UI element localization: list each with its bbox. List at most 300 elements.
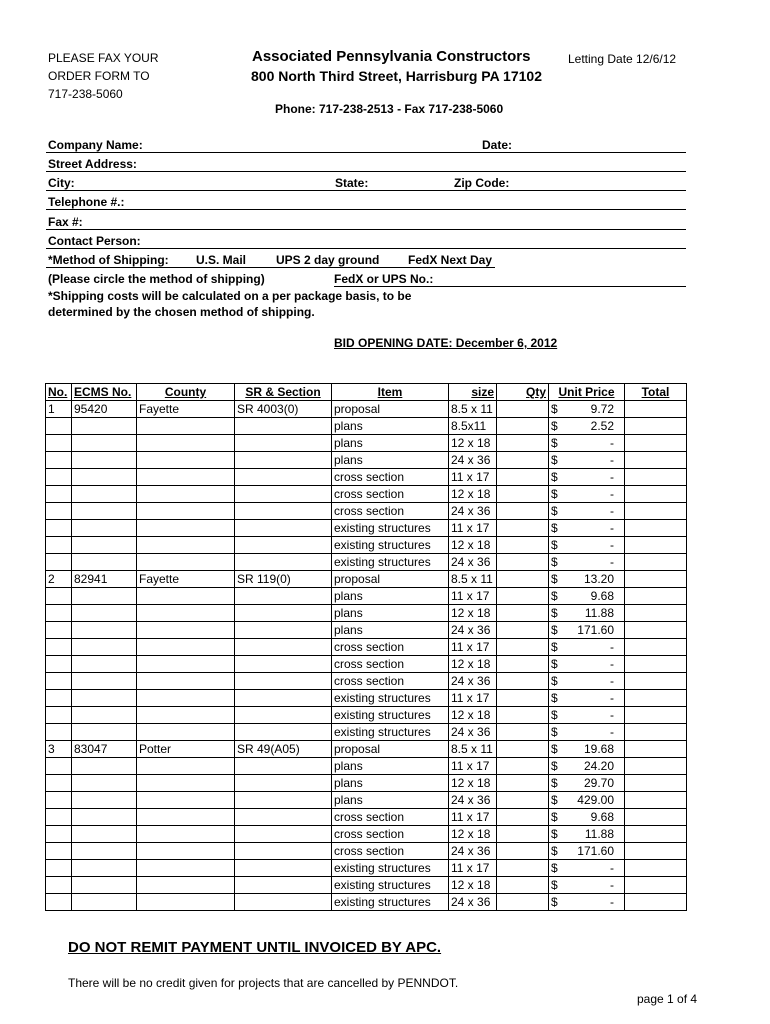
table-row <box>46 724 687 741</box>
cell-total <box>625 401 687 418</box>
unit-price-value: 2.52 <box>590 419 614 433</box>
cell-total <box>625 469 687 486</box>
cell-ecms <box>72 605 137 622</box>
cell-item: existing structures <box>332 894 449 911</box>
unit-price-value: - <box>610 453 614 467</box>
shipping-option-ups[interactable]: UPS 2 day ground <box>276 253 380 267</box>
table-row <box>46 605 687 622</box>
header-size: size <box>449 384 497 401</box>
cell-sr-section <box>235 673 332 690</box>
unit-price-value: - <box>610 436 614 450</box>
cell-unit-price <box>549 724 625 741</box>
shipping-cost-note-2: determined by the chosen method of shipping. <box>48 305 315 319</box>
cell-sr-section <box>235 809 332 826</box>
cell-size: 24 x 36 <box>449 843 497 860</box>
cell-size: 11 x 17 <box>449 588 497 605</box>
cell-item: cross section <box>332 809 449 826</box>
cell-size: 12 x 18 <box>449 486 497 503</box>
order-table <box>45 383 687 911</box>
cell-item: proposal <box>332 401 449 418</box>
cell-item: plans <box>332 418 449 435</box>
cell-item: plans <box>332 435 449 452</box>
cell-qty[interactable] <box>497 673 549 690</box>
cell-no <box>46 758 72 775</box>
cell-total <box>625 894 687 911</box>
header-no: No. <box>46 384 72 401</box>
header-sr-section: SR & Section <box>235 384 332 401</box>
cell-unit-price <box>549 877 625 894</box>
currency-symbol: $ <box>551 623 558 637</box>
unit-price-value: - <box>610 470 614 484</box>
header-total: Total <box>625 384 687 401</box>
cell-item: proposal <box>332 741 449 758</box>
cell-total <box>625 809 687 826</box>
fax-label: Fax #: <box>48 215 83 229</box>
unit-price-value: 29.70 <box>583 776 614 790</box>
cell-qty[interactable] <box>497 894 549 911</box>
cell-no <box>46 588 72 605</box>
state-label: State: <box>335 176 369 190</box>
cell-ecms <box>72 894 137 911</box>
cell-no <box>46 520 72 537</box>
cell-qty[interactable] <box>497 537 549 554</box>
cell-total <box>625 724 687 741</box>
currency-symbol: $ <box>551 708 558 722</box>
cell-item: existing structures <box>332 707 449 724</box>
cell-sr-section <box>235 877 332 894</box>
cell-ecms: 95420 <box>72 401 137 418</box>
shipping-option-usmail[interactable]: U.S. Mail <box>196 253 247 267</box>
cell-no <box>46 809 72 826</box>
unit-price-value: - <box>610 555 614 569</box>
cell-size: 12 x 18 <box>449 775 497 792</box>
cell-county <box>137 622 235 639</box>
cell-county: Potter <box>137 741 235 758</box>
cell-sr-section <box>235 520 332 537</box>
currency-symbol: $ <box>551 657 558 671</box>
cell-qty[interactable] <box>497 605 549 622</box>
cell-qty[interactable] <box>497 860 549 877</box>
table-row <box>46 418 687 435</box>
table-row <box>46 690 687 707</box>
cell-unit-price <box>549 673 625 690</box>
table-row <box>46 809 687 826</box>
cell-qty[interactable] <box>497 792 549 809</box>
currency-symbol: $ <box>551 589 558 603</box>
currency-symbol: $ <box>551 470 558 484</box>
cell-qty[interactable] <box>497 775 549 792</box>
cell-total <box>625 520 687 537</box>
unit-price-value: - <box>610 895 614 909</box>
cell-sr-section: SR 4003(0) <box>235 401 332 418</box>
cell-total <box>625 639 687 656</box>
cell-qty[interactable] <box>497 418 549 435</box>
cell-unit-price <box>549 503 625 520</box>
currency-symbol: $ <box>551 487 558 501</box>
cell-sr-section <box>235 554 332 571</box>
shipping-method-line <box>46 267 495 268</box>
cell-size: 24 x 36 <box>449 673 497 690</box>
cell-no <box>46 486 72 503</box>
cell-ecms <box>72 707 137 724</box>
cell-no <box>46 707 72 724</box>
cell-ecms <box>72 860 137 877</box>
unit-price-value: - <box>610 504 614 518</box>
cell-county <box>137 588 235 605</box>
currency-symbol: $ <box>551 402 558 416</box>
unit-price-value: - <box>610 521 614 535</box>
currency-symbol: $ <box>551 419 558 433</box>
cell-item: cross section <box>332 639 449 656</box>
cell-county <box>137 809 235 826</box>
cell-size: 8.5 x 11 <box>449 571 497 588</box>
cell-item: cross section <box>332 486 449 503</box>
cell-unit-price <box>549 826 625 843</box>
cell-qty[interactable] <box>497 826 549 843</box>
cell-ecms <box>72 775 137 792</box>
city-line <box>46 190 686 191</box>
cell-item: existing structures <box>332 554 449 571</box>
table-row <box>46 860 687 877</box>
cell-county <box>137 758 235 775</box>
cell-size: 24 x 36 <box>449 792 497 809</box>
cell-total <box>625 877 687 894</box>
cell-sr-section <box>235 792 332 809</box>
table-row <box>46 435 687 452</box>
cell-ecms <box>72 877 137 894</box>
table-row <box>46 469 687 486</box>
currency-symbol: $ <box>551 521 558 535</box>
cell-size: 11 x 17 <box>449 469 497 486</box>
cell-total <box>625 503 687 520</box>
cell-no: 1 <box>46 401 72 418</box>
cell-size: 11 x 17 <box>449 758 497 775</box>
cell-qty[interactable] <box>497 469 549 486</box>
currency-symbol: $ <box>551 827 558 841</box>
bid-opening-date: BID OPENING DATE: December 6, 2012 <box>334 336 558 350</box>
table-row <box>46 486 687 503</box>
cell-county <box>137 690 235 707</box>
cell-no <box>46 860 72 877</box>
cell-item: plans <box>332 588 449 605</box>
unit-price-value: - <box>610 725 614 739</box>
cell-no <box>46 656 72 673</box>
unit-price-value: - <box>610 861 614 875</box>
cell-unit-price <box>549 656 625 673</box>
fax-line <box>46 229 686 230</box>
cell-qty[interactable] <box>497 877 549 894</box>
fedex-ups-number-line <box>334 286 686 287</box>
cell-size: 12 x 18 <box>449 877 497 894</box>
cell-size: 8.5 x 11 <box>449 401 497 418</box>
cell-unit-price <box>549 622 625 639</box>
table-row <box>46 758 687 775</box>
table-row <box>46 452 687 469</box>
unit-price-value: 429.00 <box>577 793 614 807</box>
cell-qty[interactable] <box>497 707 549 724</box>
cell-county <box>137 724 235 741</box>
cell-qty[interactable] <box>497 401 549 418</box>
cell-item: existing structures <box>332 690 449 707</box>
cell-county <box>137 537 235 554</box>
city-label: City: <box>48 176 75 190</box>
currency-symbol: $ <box>551 453 558 467</box>
cell-unit-price <box>549 571 625 588</box>
cell-qty[interactable] <box>497 622 549 639</box>
fax-instruction-line-1: PLEASE FAX YOUR <box>48 51 159 65</box>
header-qty: Qty <box>497 384 549 401</box>
cell-total <box>625 435 687 452</box>
cell-no <box>46 435 72 452</box>
cell-total <box>625 622 687 639</box>
cell-qty[interactable] <box>497 843 549 860</box>
currency-symbol: $ <box>551 759 558 773</box>
cell-ecms <box>72 673 137 690</box>
cell-ecms <box>72 809 137 826</box>
cell-sr-section <box>235 503 332 520</box>
table-row <box>46 877 687 894</box>
header-ecms: ECMS No. <box>72 384 137 401</box>
cell-total <box>625 605 687 622</box>
company-name-line <box>46 152 686 153</box>
cell-no <box>46 826 72 843</box>
unit-price-value: 9.72 <box>590 402 614 416</box>
cell-unit-price <box>549 452 625 469</box>
cell-no <box>46 452 72 469</box>
cell-county <box>137 554 235 571</box>
cell-total <box>625 741 687 758</box>
cell-county <box>137 639 235 656</box>
cell-sr-section <box>235 775 332 792</box>
cell-size: 12 x 18 <box>449 537 497 554</box>
cell-sr-section <box>235 452 332 469</box>
cell-qty[interactable] <box>497 452 549 469</box>
table-row <box>46 775 687 792</box>
cell-item: cross section <box>332 656 449 673</box>
cell-qty[interactable] <box>497 809 549 826</box>
cell-item: plans <box>332 452 449 469</box>
cell-county <box>137 656 235 673</box>
header-item: Item <box>332 384 449 401</box>
cell-no <box>46 775 72 792</box>
cell-qty[interactable] <box>497 520 549 537</box>
unit-price-value: - <box>610 691 614 705</box>
cell-item: existing structures <box>332 877 449 894</box>
cell-size: 11 x 17 <box>449 809 497 826</box>
zip-code-label: Zip Code: <box>454 176 510 190</box>
cell-sr-section <box>235 537 332 554</box>
unit-price-value: - <box>610 657 614 671</box>
cell-size: 11 x 17 <box>449 520 497 537</box>
table-row <box>46 554 687 571</box>
unit-price-value: 11.88 <box>584 827 614 841</box>
phone-fax: Phone: 717-238-2513 - Fax 717-238-5060 <box>275 102 504 116</box>
cell-ecms <box>72 724 137 741</box>
unit-price-value: - <box>610 538 614 552</box>
cell-sr-section <box>235 469 332 486</box>
cell-qty[interactable] <box>497 656 549 673</box>
cell-ecms <box>72 622 137 639</box>
cell-county <box>137 792 235 809</box>
cell-county <box>137 469 235 486</box>
cell-size: 24 x 36 <box>449 503 497 520</box>
table-row <box>46 741 687 758</box>
cell-ecms <box>72 656 137 673</box>
cell-no <box>46 673 72 690</box>
cell-qty[interactable] <box>497 503 549 520</box>
cell-county <box>137 520 235 537</box>
cell-size: 12 x 18 <box>449 656 497 673</box>
cell-no <box>46 894 72 911</box>
cell-total <box>625 792 687 809</box>
cell-sr-section <box>235 486 332 503</box>
cell-county <box>137 877 235 894</box>
cell-unit-price <box>549 554 625 571</box>
cell-county <box>137 775 235 792</box>
unit-price-value: 171.60 <box>577 844 614 858</box>
cell-county <box>137 707 235 724</box>
shipping-option-fedex[interactable]: FedX Next Day <box>408 253 493 267</box>
cell-qty[interactable] <box>497 758 549 775</box>
cell-total <box>625 758 687 775</box>
cell-ecms <box>72 418 137 435</box>
cell-no <box>46 605 72 622</box>
cell-total <box>625 690 687 707</box>
currency-symbol: $ <box>551 810 558 824</box>
cell-county <box>137 435 235 452</box>
table-row <box>46 571 687 588</box>
cell-qty[interactable] <box>497 571 549 588</box>
cell-size: 8.5x11 <box>449 418 497 435</box>
cell-size: 24 x 36 <box>449 554 497 571</box>
currency-symbol: $ <box>551 674 558 688</box>
table-row <box>46 639 687 656</box>
cell-total <box>625 486 687 503</box>
cell-no <box>46 554 72 571</box>
table-row <box>46 707 687 724</box>
cell-item: plans <box>332 622 449 639</box>
cell-no <box>46 503 72 520</box>
cell-unit-price <box>549 690 625 707</box>
cell-qty[interactable] <box>497 554 549 571</box>
table-row <box>46 588 687 605</box>
currency-symbol: $ <box>551 725 558 739</box>
cell-qty[interactable] <box>497 724 549 741</box>
cell-no <box>46 792 72 809</box>
date-label: Date: <box>482 138 513 152</box>
cell-no <box>46 639 72 656</box>
company-name-label: Company Name: <box>48 138 143 152</box>
cell-qty[interactable] <box>497 435 549 452</box>
cell-no <box>46 877 72 894</box>
cell-ecms <box>72 826 137 843</box>
cell-ecms: 83047 <box>72 741 137 758</box>
cell-item: cross section <box>332 826 449 843</box>
cell-item: cross section <box>332 469 449 486</box>
fedex-ups-number-label: FedX or UPS No.: <box>334 272 434 286</box>
cell-unit-price <box>549 588 625 605</box>
cell-size: 12 x 18 <box>449 435 497 452</box>
telephone-label: Telephone #.: <box>48 195 125 209</box>
cell-item: cross section <box>332 673 449 690</box>
table-row <box>46 520 687 537</box>
cell-unit-price <box>549 860 625 877</box>
cell-size: 12 x 18 <box>449 605 497 622</box>
cell-total <box>625 452 687 469</box>
fax-instruction-line-2: ORDER FORM TO <box>48 69 150 83</box>
cell-unit-price <box>549 809 625 826</box>
cell-ecms <box>72 843 137 860</box>
cell-ecms <box>72 537 137 554</box>
cell-item: plans <box>332 775 449 792</box>
cell-item: plans <box>332 605 449 622</box>
unit-price-value: 11.88 <box>584 606 614 620</box>
cell-unit-price <box>549 469 625 486</box>
currency-symbol: $ <box>551 742 558 756</box>
table-header-row <box>46 384 687 401</box>
letting-date: Letting Date 12/6/12 <box>568 52 677 66</box>
table-row <box>46 622 687 639</box>
contact-person-line <box>46 248 686 249</box>
cell-ecms <box>72 503 137 520</box>
cell-qty[interactable] <box>497 486 549 503</box>
street-address-line <box>46 171 686 172</box>
cell-no <box>46 724 72 741</box>
cell-no <box>46 537 72 554</box>
cell-item: cross section <box>332 843 449 860</box>
cell-county <box>137 860 235 877</box>
cell-size: 24 x 36 <box>449 894 497 911</box>
cell-county: Fayette <box>137 571 235 588</box>
cell-no: 3 <box>46 741 72 758</box>
cell-sr-section <box>235 758 332 775</box>
cell-ecms <box>72 792 137 809</box>
currency-symbol: $ <box>551 691 558 705</box>
telephone-line <box>46 209 686 210</box>
cell-no: 2 <box>46 571 72 588</box>
table-row <box>46 503 687 520</box>
cell-qty[interactable] <box>497 741 549 758</box>
cell-unit-price <box>549 775 625 792</box>
cell-qty[interactable] <box>497 639 549 656</box>
cell-county <box>137 418 235 435</box>
cell-item: cross section <box>332 503 449 520</box>
cell-item: existing structures <box>332 724 449 741</box>
unit-price-value: - <box>610 487 614 501</box>
cell-unit-price <box>549 435 625 452</box>
cell-county <box>137 452 235 469</box>
credit-note: There will be no credit given for projects that are cancelled by PENNDOT. <box>68 976 459 990</box>
cell-size: 24 x 36 <box>449 724 497 741</box>
cell-unit-price <box>549 418 625 435</box>
cell-unit-price <box>549 894 625 911</box>
cell-no <box>46 843 72 860</box>
currency-symbol: $ <box>551 504 558 518</box>
table-row <box>46 843 687 860</box>
unit-price-value: 24.20 <box>583 759 614 773</box>
cell-qty[interactable] <box>497 588 549 605</box>
cell-total <box>625 860 687 877</box>
cell-sr-section <box>235 656 332 673</box>
cell-county <box>137 843 235 860</box>
header-county: County <box>137 384 235 401</box>
cell-item: plans <box>332 758 449 775</box>
cell-qty[interactable] <box>497 690 549 707</box>
table-row <box>46 894 687 911</box>
cell-size: 11 x 17 <box>449 690 497 707</box>
table-row <box>46 656 687 673</box>
cell-sr-section: SR 119(0) <box>235 571 332 588</box>
